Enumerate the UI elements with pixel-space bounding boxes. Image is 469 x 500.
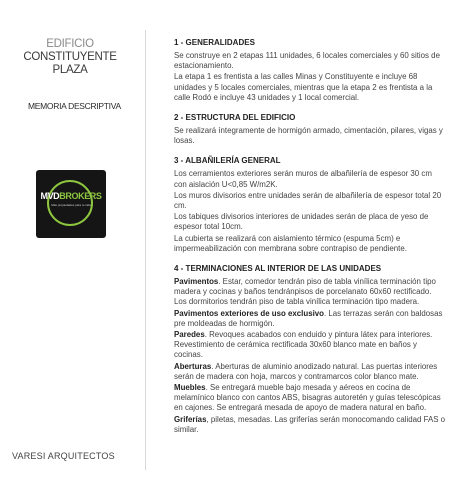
item-text: . Revoques acabados con enduido y pintura látex para interiores. Revestimiento de cerámica rectificada 30x60 blanco mate en baños y cocinas.	[174, 330, 433, 360]
section-terminaciones	[174, 264, 446, 435]
description-content	[174, 38, 446, 445]
section-paragraph: Los muros divisorios entre unidades serán de albañilería de espesor total 20 cm.	[174, 190, 442, 211]
item-text: . Se entregará mueble bajo mesada y aéreos en cocina de melamínico blanco con cantos ABS, bisagras autoretén y guías telescópicas en cajones. Se entregará mesada de apoyo de madera natural en baño.	[174, 383, 441, 413]
list-item-paredes	[174, 330, 446, 361]
left-panel	[0, 0, 160, 500]
list-item-pavimentos-exteriores	[174, 309, 446, 329]
column-divider	[145, 30, 146, 470]
section-paragraph: Se construye en 2 etapas 111 unidades, 6 locales comerciales y 60 sitios de estacionamiento.	[174, 51, 440, 71]
title-line-2: CONSTITUYENTE	[23, 51, 117, 63]
section-albanileria	[174, 156, 446, 254]
title-line-3: PLAZA	[52, 64, 88, 76]
section-heading: 4 - TERMINACIONES AL INTERIOR DE LAS UNIDADES	[174, 264, 382, 274]
list-item-pavimentos	[174, 277, 446, 308]
item-label: Pavimentos	[174, 277, 219, 287]
item-label: Griferías	[174, 414, 207, 424]
list-item-griferias	[174, 415, 446, 435]
section-paragraph: Los tabiques divisorios interiores de unidades serán de placa de yeso de espesor total 10cm.	[174, 212, 429, 232]
section-heading: 1 - GENERALIDADES	[174, 38, 255, 47]
building-title	[0, 38, 140, 77]
section-heading: 3 - ALBAÑILERÍA GENERAL	[174, 156, 281, 166]
section-heading: 2 - ESTRUCTURA DEL EDIFICIO	[174, 113, 296, 123]
logo-wordmark	[36, 191, 106, 201]
item-label: Muebles	[174, 383, 206, 393]
item-text: , piletas, mesadas. Las griferías serán monocomando calidad FAS o similar.	[174, 414, 446, 434]
logo-tagline: Más propiedades para tu vida	[51, 203, 91, 207]
item-label: Pavimentos exteriores de uso exclusivo	[174, 308, 324, 318]
logo-name-part1: MVD	[40, 191, 60, 201]
item-text: . Aberturas de aluminio anodizado natural. Las puertas interiores serán de madera con hoja, marcos y contramarcos color blanco mate.	[174, 361, 438, 381]
memoria-descriptiva-label: MEMORIA DESCRIPTIVA	[28, 101, 121, 111]
item-text: . Estar, comedor tendrán piso de tabla vinílica terminación tipo madera y cocinas y baños tendránpisos de porcelanato 60x60 rectificado. Los dormitorios tendrán piso de tabla vinílica terminación tipo madera.	[174, 277, 436, 307]
section-paragraph: La cubierta se realizará con aislamiento térmico (espuma 5cm) e impermeabilización con membrana sobre contrapiso de pendiente.	[174, 233, 407, 253]
logo-name-part2: BROKERS	[59, 191, 102, 201]
list-item-muebles	[174, 383, 446, 414]
list-item-aberturas	[174, 362, 446, 382]
section-generalidades	[174, 38, 446, 103]
architects-credit: VARESI ARQUITECTOS	[12, 451, 115, 461]
item-text: . Las terrazas serán con baldosas pre moldeadas de hormigón.	[174, 308, 443, 328]
title-line-1: EDIFICIO	[46, 38, 94, 50]
section-estructura	[174, 113, 446, 146]
mvd-brokers-logo	[36, 170, 106, 238]
section-paragraph: La etapa 1 es frentista a las calles Minas y Constituyente e incluye 68 unidades y 5 locales comerciales, mientras que la etapa 2 es frentista a la calle Rodó e incluye 43 unidades y 1 local comercial.	[174, 72, 433, 102]
item-label: Paredes	[174, 330, 205, 340]
section-paragraph: Los cerramientos exteriores serán muros de albañilería de espesor 30 cm con aislación U<0,85 W/m2K.	[174, 169, 432, 189]
item-label: Aberturas	[174, 361, 212, 371]
section-paragraph: Se realizará íntegramente de hormigón armado, cimentación, pilares, vigas y losas.	[174, 126, 443, 146]
